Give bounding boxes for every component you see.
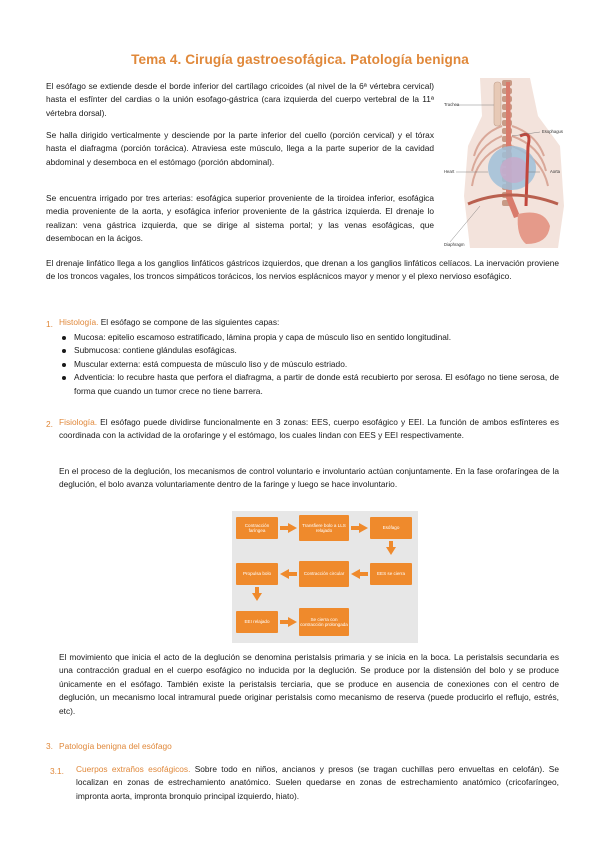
section-2-paragraph-2: En el proceso de la deglución, los mecanismos de control voluntario e involuntario actúan conjuntamente. En la fase orofaríngea de la deglución, el bolo avanza voluntariamente dentro de la faringe y luego se hace involuntario. [59,466,559,490]
intro-paragraph-3: Se encuentra irrigado por tres arterias: esofágica superior proveniente de la tiroidea inferior, esofágica media proveniente de la aorta, y esofágica inferior proveniente de la gástrica izquierda. El drenaje lo realizan: vena gástrica izquierda, que se dirige al sistema portal; y las venas esofágicas, que desembocan en la ácigos. [46,193,434,244]
flow-box-circular-contraction: Contracción circular [299,561,349,587]
flow-box-pharyngeal-contraction: Contracción faríngea [236,517,278,539]
intro-paragraph-1: El esófago se extiende desde el borde inferior del cartílago cricoides (al nivel de la 6ª vértebra cervical) hasta el esfínter del cardias o la unión esofago-gástrica (cara izquierda del cuerpo vertebral de la 11ª vértebra dorsal). [46,81,434,118]
section-2-lead: El esófago puede dividirse funcionalmente en 3 zonas: EES, cuerpo esofágico y EEI. La función de ambos esfínteres es coordinada con la actividad de la orofaringe y el estómago, los cuales lindan con EES y EEI respectivamente. [59,417,559,441]
flow-box-ees-closes: EES se cierra [370,563,412,585]
flow-arrow-down [252,593,262,601]
list-item: Muscular externa: está compuesta de músculo liso y de músculo estriado. [59,358,559,371]
esophagus-anatomy-figure [440,76,580,250]
flow-arrow-down [386,547,396,555]
swallowing-flow-diagram [232,511,418,643]
section-3-1-heading: Cuerpos extraños esofágicos. [76,764,191,774]
flow-box-eei-relaxed: EEI relajado [236,611,278,633]
page-title: Tema 4. Cirugía gastroesofágica. Patología benigna [131,52,469,67]
anatomy-illustration [440,76,580,250]
figure-label-aorta: Aorta [550,169,561,174]
section-3-number: 3. [46,741,53,751]
flow-arrow-right [359,523,368,533]
section-3-heading: Patología benigna del esófago [59,741,172,751]
section-1-heading: Histología. [59,317,99,327]
section-2-number: 2. [46,419,53,429]
flow-arrow-left [288,572,297,576]
section-1-intro [59,316,559,329]
section-2-intro [59,416,559,443]
flow-box-propel-bolus: Propulsa bolo [236,563,278,585]
figure-label-trachea: Trachea [444,102,460,107]
section-1-number: 1. [46,319,53,329]
list-item: Submucosa: contiene glándulas esofágicas. [59,344,559,357]
flow-arrow-left [359,572,368,576]
intro-paragraph-4: El drenaje linfático llega a los ganglios linfáticos gástricos izquierdos, que drenan a los ganglios linfáticos celíacos. La inervación proviene de los troncos vagales, los troncos simpáticos torácicos, los nervios esplácnicos mayor y menor y el plexo nervioso esofágico. [46,258,559,282]
section-3-1-paragraph [76,763,559,803]
flow-arrow-right [288,523,297,533]
section-3-1-number: 3.1. [50,766,64,776]
intro-paragraph-2: Se halla dirigido verticalmente y desciende por la parte inferior del cuello (porción cervical) y el tórax hasta el diafragma (porción torácica). Atraviesa este músculo, llega a la parte superior de la cavidad abdominal y desemboca en el estómago (porción abdominal). [46,130,434,167]
flow-arrow-right [288,617,297,627]
flow-box-esophagus: Esófago [370,517,412,539]
flow-box-transfer-bolus: Transfiere bolo a LLS relajado [299,515,349,541]
list-item: Mucosa: epitelio escamoso estratificado, lámina propia y capa de músculo liso en sentido longitudinal. [59,331,559,344]
section-2-heading: Fisiología. [59,417,98,427]
list-item: Adventicia: lo recubre hasta que perfora el diafragma, a partir de donde está recubierto por serosa. El esófago no tiene serosa, de forma que cuando un tumor crece no tiene barrera. [59,371,559,398]
figure-label-heart: Heart [444,169,455,174]
section-3-1-text: Sobre todo en niños, ancianos y presos (se tragan cuchillas pero envueltas en celofán). Se localizan en zonas de estrechamiento anatómico. Suelen quedarse en zonas de estrechamiento anatómico (cricofaríngeo, impronta aorta, impronta bronquio principal izquierdo, hiato). [76,764,559,801]
section-2-paragraph-3: El movimiento que inicia el acto de la deglución se denomina peristalsis primaria y se inicia en la boca. La peristalsis secundaria es una contracción gradual en el cuerpo esofágico no inducida por la deglución. Se produce por la distensión del bolo y se produce únicamente en el esófago. También existe la peristalsis terciaria, que se produce en ausencia de conexiones con el centro de deglución, un mecanismo local intramural puede originar peristalsis como mecanismo de reserva (puede producirlo el reflujo, estrés, etc). [59,652,559,716]
section-1-lead: El esófago se compone de las siguientes capas: [98,317,280,327]
figure-label-diaphragm: Diaphragm [444,242,465,247]
flow-box-closes-prolonged: Se cierra con contracción prolongada [299,608,349,636]
histology-list [59,331,559,398]
figure-label-esophagus: Esophagus [542,129,563,134]
